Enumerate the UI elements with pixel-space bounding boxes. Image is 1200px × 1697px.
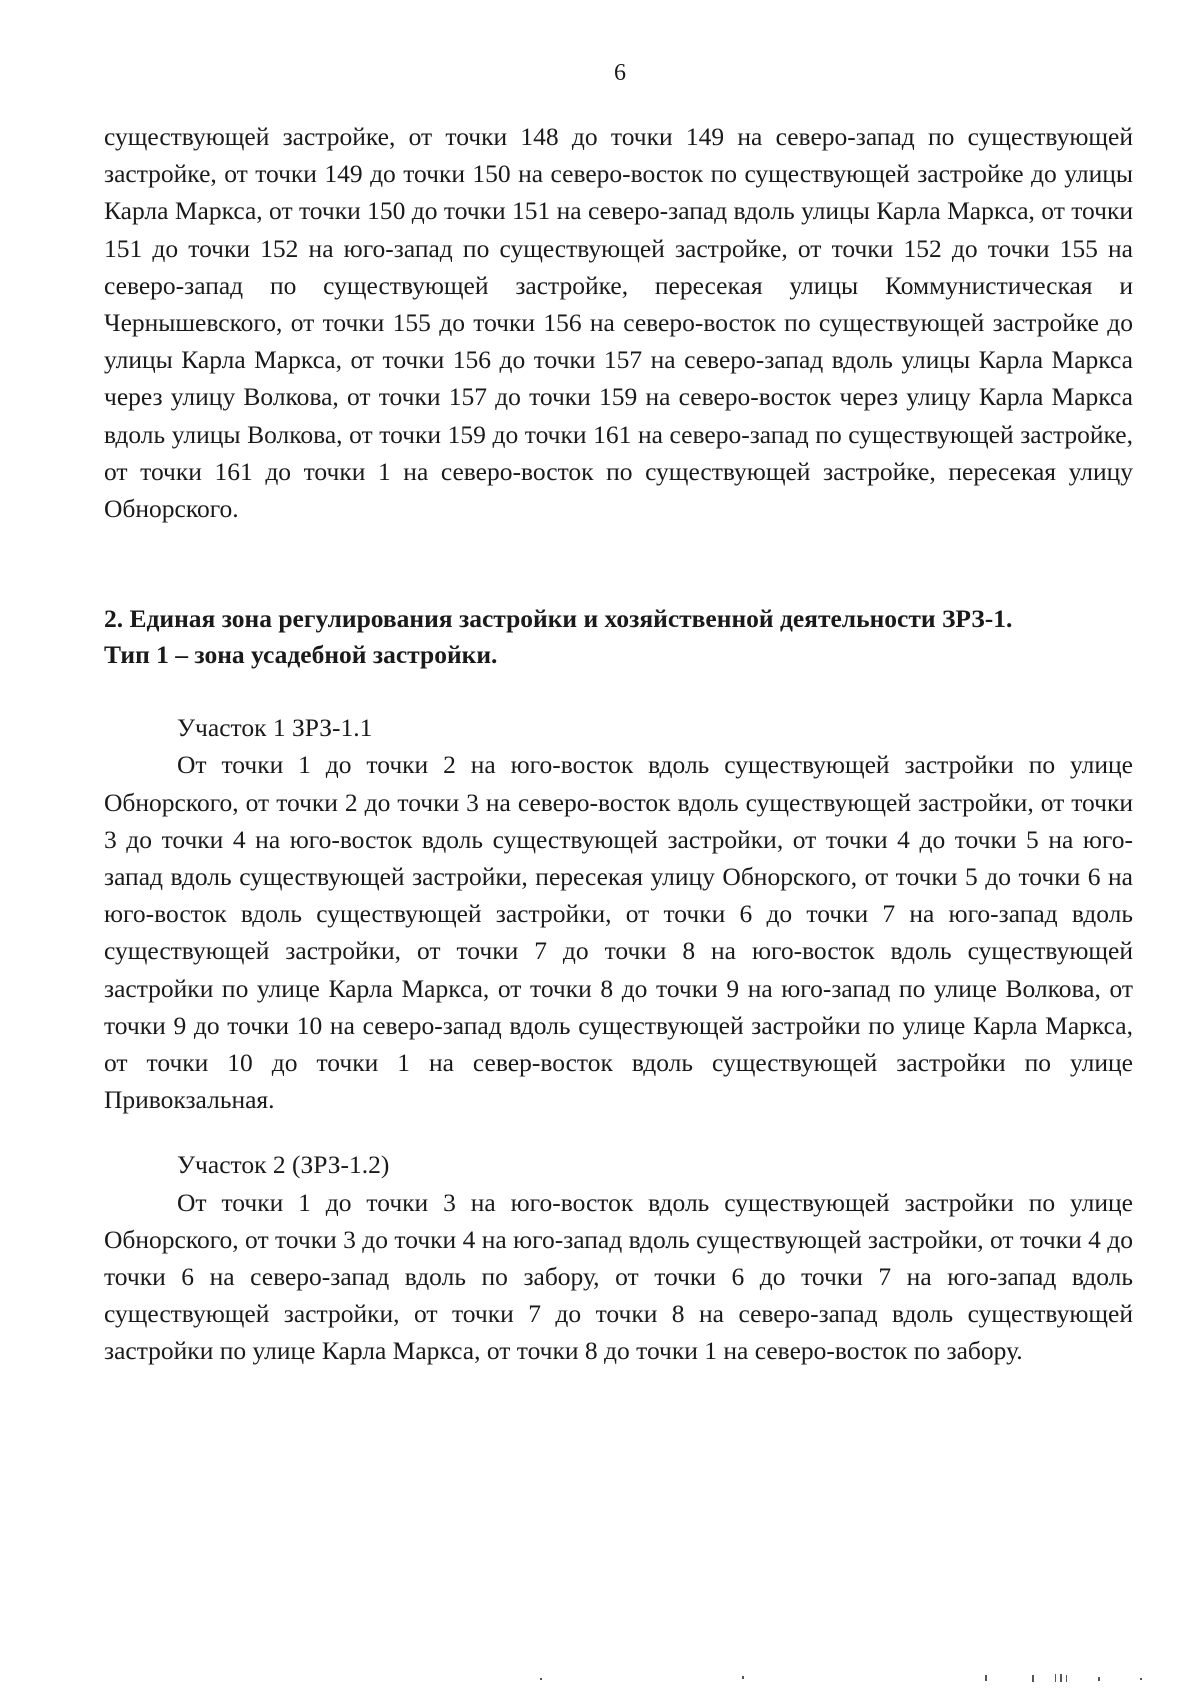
section-heading-line-1: 2. Единая зона регулирования застройки и хозяйственной деятельности ЗРЗ-1. bbox=[104, 604, 1013, 634]
plot-2-description: От точки 1 до точки 3 на юго-восток вдоль существующей застройки по улице Обнорского, от точки 3 до точки 4 на юго-запад вдоль существующей застройки, от точки 4 до точки 6 на северо-запад вдоль по забору, от точки 6 до точки 7 на юго-запад вдоль существующей застройки, от точки 7 до точки 8 на северо-запад вдоль существующей застройки по улице Карла Маркса, от точки 8 до точки 1 на северо-восток по забору. bbox=[104, 1187, 1133, 1366]
plot-2-title: Участок 2 (ЗРЗ-1.2) bbox=[177, 1150, 390, 1180]
plot-1-description: От точки 1 до точки 2 на юго-восток вдоль существующей застройки по улице Обнорского, от точки 2 до точки 3 на северо-восток вдоль существующей застройки, от точки 3 до точки 4 на юго-восток вдоль существующей застройки, от точки 4 до точки 5 на юго-запад вдоль существующей застройки, пересекая улицу Обнорского, от точки 5 до точки 6 на юго-восток вдоль существующей застройки, от точки 6 до точки 7 на юго-запад вдоль существующей застройки, от точки 7 до точки 8 на юго-восток вдоль существующей застройки по улице Карла Маркса, от точки 8 до точки 9 на юго-запад по улице Волкова, от точки 9 до точки 10 на северо-запад вдоль существующей застройки по улице Карла Маркса, от точки 10 до точки 1 на север-восток вдоль существующей застройки по улице Привокзальная. bbox=[104, 750, 1133, 1115]
intro-paragraph: существующей застройке, от точки 148 до точки 149 на северо-запад по существующей застройке, от точки 149 до точки 150 на северо-восток по существующей застройке до улицы Карла Маркса, от точки 150 до точки 151 на северо-запад вдоль улицы Карла Маркса, от точки 151 до точки 152 на юго-запад по существующей застройке, от точки 152 до точки 155 на северо-запад по существующей застройке, пересекая улицы Коммунистическая и Чернышевского, от точки 155 до точки 156 на северо-восток по существующей застройке до улицы Карла Маркса, от точки 156 до точки 157 на северо-запад вдоль улицы Карла Маркса через улицу Волкова, от точки 157 до точки 159 на северо-восток через улицу Карла Маркса вдоль улицы Волкова, от точки 159 до точки 161 на северо-запад по существующей застройке, от точки 161 до точки 1 на северо-восток по существующей застройке, пересекая улицу Обнорского. bbox=[104, 122, 1133, 524]
section-heading-line-2: Тип 1 – зона усадебной застройки. bbox=[104, 640, 498, 670]
section-heading bbox=[104, 601, 1133, 673]
plot-1-title: Участок 1 ЗРЗ-1.1 bbox=[177, 713, 373, 743]
page-number: 6 bbox=[614, 60, 626, 86]
document-body bbox=[104, 118, 1133, 1370]
scan-artifacts bbox=[0, 1672, 1200, 1697]
